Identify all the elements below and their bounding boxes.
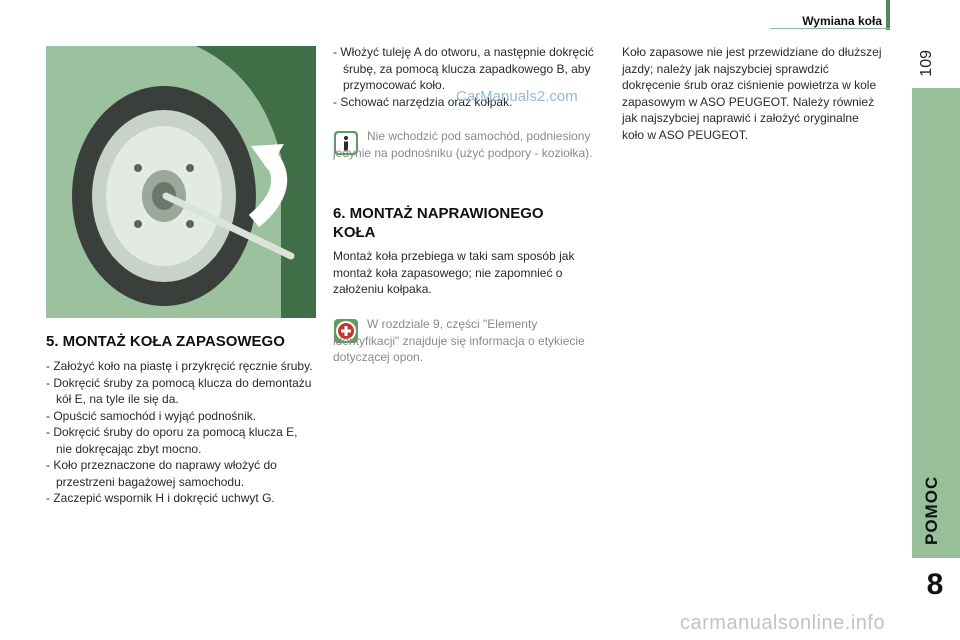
header-line: [770, 28, 890, 29]
step-item: - Włożyć tuleję A do otworu, a następnie dokręcić śrubę, za pomocą klucza zapadkowego B, aby przymocować koło.: [333, 45, 594, 92]
section-6-body: Montaż koła przebiega w taki sam sposób jak montaż koła zapasowego; nie zapomnieć o założeniu kołpaka.: [333, 249, 575, 296]
header-title: Wymiana koła: [802, 14, 882, 28]
page-number: 109: [918, 50, 935, 77]
section-5-steps: [46, 358, 316, 507]
reference-note-text: W rozdziale 9, części "Elementy identyfikacji" znajduje się informacja o etykiecie dotyczącej opon.: [333, 317, 585, 364]
header-rule: [886, 0, 890, 30]
spare-wheel-illustration: [46, 46, 316, 318]
chapter-label: POMOC: [922, 475, 941, 545]
step-item: - Schować narzędzia oraz kołpak.: [333, 94, 513, 109]
step-item: - Koło przeznaczone do naprawy włożyć do przestrzeni bagażowej samochodu.: [46, 458, 277, 489]
info-note-text: Nie wchodzić pod samochód, podniesiony jedynie na podnośniku (użyć podpory - koziołka).: [333, 129, 593, 160]
footer-watermark: carmanualsonline.info: [680, 612, 886, 634]
step-item: - Dokręcić śruby za pomocą klucza do demontażu kół E, na tyle ile się da.: [46, 375, 312, 406]
step-item: - Założyć koło na piastę i przykręcić ręcznie śruby.: [46, 359, 313, 373]
step-item: - Dokręcić śruby do oporu za pomocą klucza E, nie dokręcając zbyt mocno.: [46, 425, 298, 456]
section-6-title-line2: KOŁA: [333, 224, 376, 241]
wheel-wrench-drawing: [46, 46, 316, 318]
right-column-text: Koło zapasowe nie jest przewidziane do dłuższej jazdy; należy jak najszybciej sprawdzić dokręcenie śrub oraz ciśnienie powietrza w kole zapasowym w ASO PEUGEOT. Należy również jak najszybciej naprawić i założyć oryginalne koło w ASO PEUGEOT.: [622, 45, 882, 142]
step-item: - Zaczepić wspornik H i dokręcić uchwyt G.: [46, 491, 275, 505]
chapter-number: 8: [926, 568, 944, 601]
step-item: - Opuścić samochód i wyjąć podnośnik.: [46, 408, 257, 423]
section-6-title-line1: 6. MONTAŻ NAPRAWIONEGO: [333, 205, 544, 222]
carmanuals-watermark: CarManuals2.com: [456, 88, 578, 105]
section-6-title: [333, 204, 603, 242]
section-5-title: 5. MONTAŻ KOŁA ZAPASOWEGO: [46, 333, 285, 350]
